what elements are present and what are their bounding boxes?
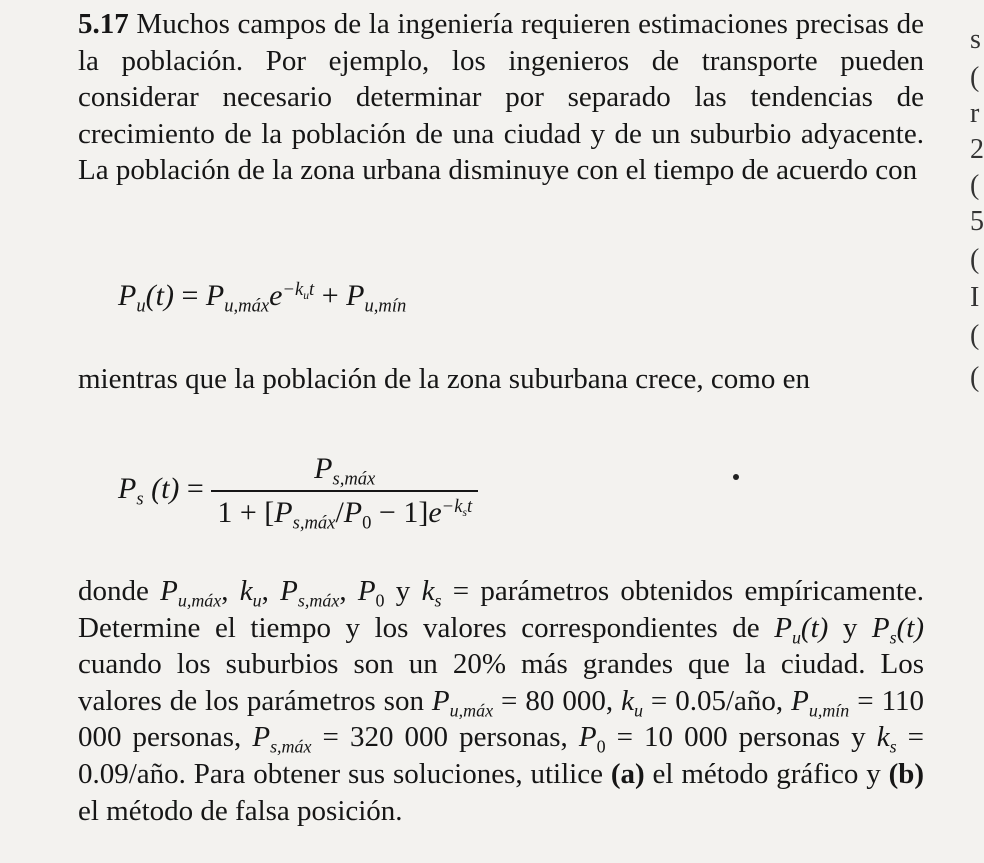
stray-dot <box>733 474 739 480</box>
final-paragraph: donde $P_{u,máx}$, $k_u$, $P_{s,máx}$, $P_0$ y $k_s$ = parámetros obtenidos empíricamente. Determine el tiempo y los valores correspondientes de $P_u(t)$ y $P_s(t)$ cuando los suburbios son un 20% más grandes que la ciudad. Los valores de los parámetros son $P_{u,máx} = 80$ 000, $k_u$ = 0.05/año, $P_{u,mín} = 110$ 000 personas, $P_{s,máx} = 320$ 000 personas, $P_0 = 10$ 000 personas y $k_s$ = 0.09/año. Para obtener sus soluciones, utilice (a) el método gráfico y (b) el método de falsa posición. <box>78 575 925 827</box>
middle-paragraph: mientras que la población de la zona suburbana crece, como en <box>78 363 810 395</box>
fraction: $\frac{P_{s,máx}}{1 + [P_{s,máx}/P_0 - 1]e^{-k_st}}$ <box>211 452 478 530</box>
part-a-label: (a) <box>610 757 645 790</box>
edge-glyph: ( <box>970 244 980 275</box>
problem-number: 5.17 <box>78 8 129 40</box>
edge-glyph: I <box>970 282 980 313</box>
urban-population-equation: $P_u(t) = P_{u,máx}e^{-k_ut} + P_{u,mín}$ <box>118 278 407 317</box>
suburban-population-equation: $P_s$ (t) = $\frac{P_{s,máx}}{1 + [P_{s,máx}/P_0 - 1]e^{-k_st}}$ <box>118 452 478 530</box>
edge-glyph: ( <box>970 170 980 201</box>
intro-text: Muchos campos de la ingeniería requieren estimaciones precisas de la población. Por ejemplo, los ingenieros de transporte pueden considerar necesario determinar por separado las tendencias de crecimiento de la población de una ciudad y de un suburbio adyacente. La población de la zona urbana disminuye con el tiempo de acuerdo con <box>78 8 925 187</box>
edge-glyph: s <box>970 24 981 55</box>
edge-glyph: 2 <box>970 134 984 165</box>
part-b-label: (b) <box>888 757 925 790</box>
edge-glyph: ( <box>970 362 980 393</box>
edge-glyph: r <box>970 98 980 129</box>
edge-glyph: 5 <box>970 206 984 237</box>
edge-glyph: ( <box>970 320 980 351</box>
edge-glyph: ( <box>970 62 980 93</box>
intro-paragraph <box>78 6 924 189</box>
